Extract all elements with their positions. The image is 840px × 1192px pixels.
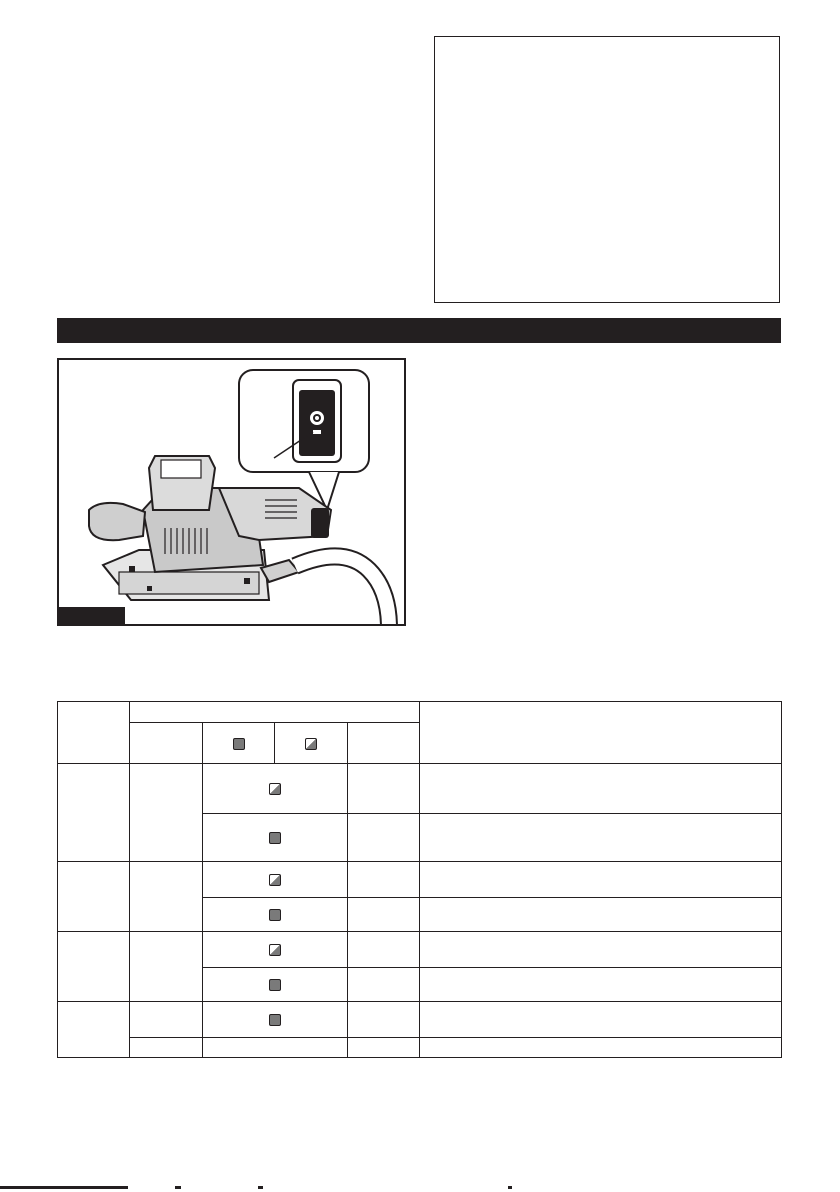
subheader-cell-on bbox=[203, 723, 275, 764]
lamp-blinking-icon bbox=[269, 944, 281, 956]
table-cell-lamp bbox=[203, 968, 348, 1002]
table-cell bbox=[348, 1038, 420, 1058]
header-cell-state bbox=[58, 702, 130, 764]
section-heading-bar bbox=[57, 318, 781, 343]
lamp-on-icon bbox=[233, 738, 245, 750]
lamp-blinking-icon bbox=[269, 783, 281, 795]
table-row bbox=[58, 862, 782, 898]
footer-mark bbox=[0, 1186, 128, 1189]
table-cell-description bbox=[420, 764, 782, 814]
footer-strip bbox=[0, 1186, 840, 1192]
table-row bbox=[58, 764, 782, 814]
table-cell-description bbox=[420, 932, 782, 968]
table-header-row bbox=[58, 702, 782, 723]
footer-mark bbox=[175, 1186, 181, 1189]
footer-mark bbox=[508, 1186, 512, 1189]
table-cell-group bbox=[58, 764, 130, 862]
table-cell-description bbox=[420, 898, 782, 932]
table-cell-lamp bbox=[203, 764, 348, 814]
table-cell-lamp bbox=[203, 814, 348, 862]
table-cell-lamp bbox=[203, 1038, 348, 1058]
indicator-status-table bbox=[57, 701, 782, 1058]
subheader-cell-blinking bbox=[275, 723, 348, 764]
table-cell-group bbox=[58, 932, 130, 1002]
table-cell bbox=[130, 1002, 203, 1038]
table-cell-description bbox=[420, 1038, 782, 1058]
table-cell bbox=[348, 862, 420, 898]
table-cell bbox=[130, 932, 203, 1002]
orbital-sander-icon bbox=[59, 360, 406, 626]
lamp-blinking-icon bbox=[269, 874, 281, 886]
lamp-on-icon bbox=[269, 832, 281, 844]
table-cell bbox=[348, 764, 420, 814]
table-cell-lamp bbox=[203, 1002, 348, 1038]
table-cell-description bbox=[420, 814, 782, 862]
lamp-on-icon bbox=[269, 909, 281, 921]
table-cell-description bbox=[420, 862, 782, 898]
footer-mark bbox=[258, 1186, 263, 1189]
subheader-cell bbox=[130, 723, 203, 764]
table-row bbox=[58, 932, 782, 968]
table-cell-lamp bbox=[203, 932, 348, 968]
table-cell-description bbox=[420, 1002, 782, 1038]
header-cell-indicator-lamp bbox=[130, 702, 420, 723]
table-cell-lamp bbox=[203, 898, 348, 932]
lamp-blinking-icon bbox=[305, 738, 317, 750]
table-cell-group bbox=[58, 1002, 130, 1058]
table-cell-description bbox=[420, 968, 782, 1002]
figure-tool-indicator bbox=[57, 358, 406, 626]
subheader-cell bbox=[348, 723, 420, 764]
table-cell bbox=[348, 898, 420, 932]
header-cell-description bbox=[420, 702, 782, 764]
table-cell bbox=[348, 932, 420, 968]
figure-number-tab bbox=[59, 607, 125, 624]
table-cell bbox=[130, 862, 203, 932]
table-cell bbox=[348, 814, 420, 862]
table-cell bbox=[130, 764, 203, 862]
table-cell-group bbox=[58, 862, 130, 932]
lamp-on-icon bbox=[269, 979, 281, 991]
table-cell bbox=[348, 968, 420, 1002]
lamp-on-icon bbox=[269, 1014, 281, 1026]
table-row bbox=[58, 1002, 782, 1038]
table-cell-lamp bbox=[203, 862, 348, 898]
table-cell bbox=[348, 1002, 420, 1038]
table-cell bbox=[130, 1038, 203, 1058]
table-row bbox=[58, 1038, 782, 1058]
note-box bbox=[434, 36, 780, 303]
battery-indicator-icon bbox=[293, 380, 341, 462]
